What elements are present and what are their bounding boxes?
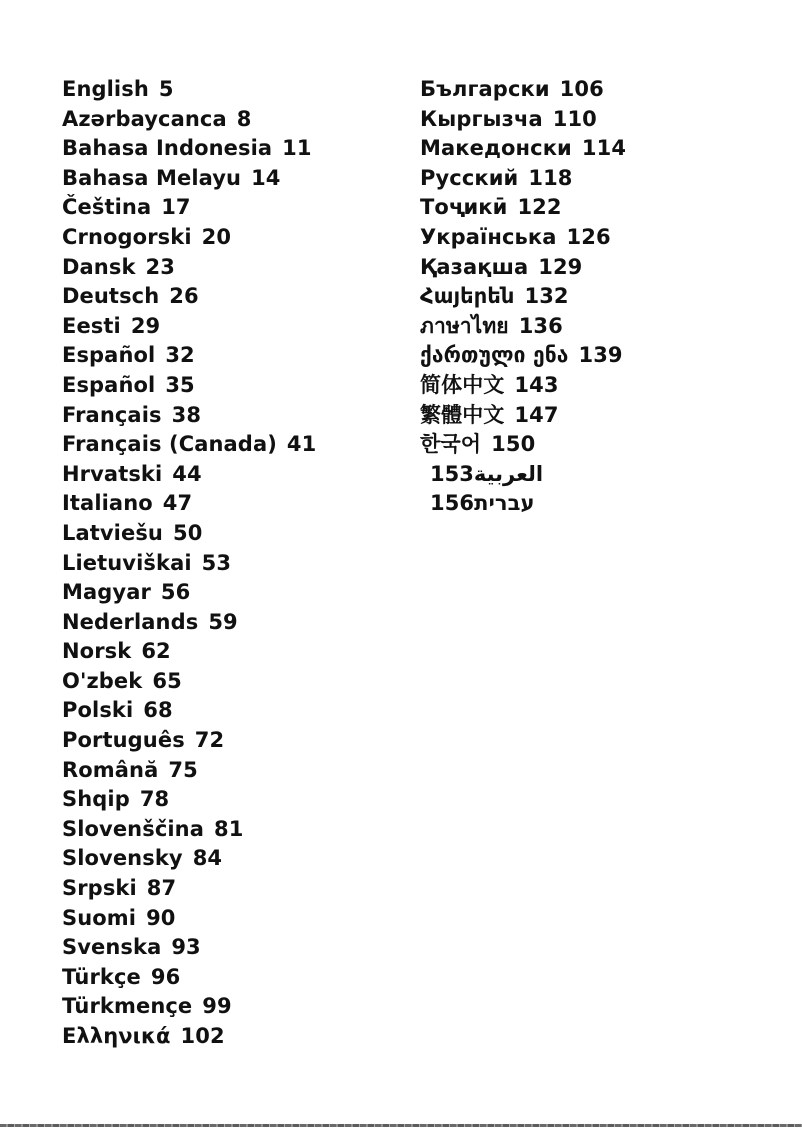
toc-entry xyxy=(62,874,316,904)
language-name: Français (Canada) xyxy=(62,432,277,457)
page-number: 32 xyxy=(165,343,195,368)
language-name: English xyxy=(62,77,149,101)
toc-entry xyxy=(62,1022,316,1052)
page-number: 78 xyxy=(139,787,170,812)
toc-entry xyxy=(62,963,316,993)
language-name: 한국어 xyxy=(420,432,482,457)
toc-entry xyxy=(62,489,316,519)
language-name: Português xyxy=(62,728,185,753)
toc-entry xyxy=(420,430,626,460)
page-number: 93 xyxy=(171,935,201,960)
page-number: 106 xyxy=(559,77,604,101)
page-number: 26 xyxy=(169,284,199,309)
language-name: Bahasa Indonesia xyxy=(62,136,273,161)
language-name: Dansk xyxy=(62,254,136,279)
page-number: 47 xyxy=(162,491,193,516)
page-number: 114 xyxy=(581,136,627,161)
toc-entry xyxy=(62,371,316,401)
language-name: Türkçe xyxy=(62,964,141,989)
page-number: 87 xyxy=(146,876,177,901)
language-name: Bahasa Melayu xyxy=(62,165,242,190)
page-number: 139 xyxy=(578,343,623,368)
page-number: 132 xyxy=(524,284,569,309)
page-number: 96 xyxy=(150,964,181,989)
page-number: 5 xyxy=(158,77,174,101)
toc-entry xyxy=(420,75,626,105)
page-number: 62 xyxy=(141,639,171,664)
toc-entry xyxy=(62,460,316,490)
language-name: Español xyxy=(62,372,156,397)
language-name: Ελληνικά xyxy=(62,1024,171,1048)
toc-entry xyxy=(62,608,316,638)
language-name: Қазақша xyxy=(420,254,529,279)
toc-entry xyxy=(420,193,626,223)
language-name: Українська xyxy=(420,224,557,249)
page-number: 56 xyxy=(160,580,191,605)
page-number: 14 xyxy=(251,165,281,190)
page-number: 102 xyxy=(180,1024,225,1048)
toc-entry xyxy=(420,223,626,253)
toc-entry xyxy=(62,549,316,579)
page-number: 129 xyxy=(538,254,583,279)
language-name: ภาษาไทย xyxy=(420,313,509,338)
language-name: Slovensky xyxy=(62,846,183,871)
page-number: 38 xyxy=(171,402,202,427)
toc-entry xyxy=(62,253,316,283)
language-name: Deutsch xyxy=(62,284,160,309)
language-name: Norsk xyxy=(62,639,132,664)
language-name: Čeština xyxy=(62,195,152,220)
toc-entry xyxy=(62,696,316,726)
toc-entry xyxy=(420,312,626,342)
language-name: Русский xyxy=(420,165,519,190)
toc-entry xyxy=(62,519,316,549)
language-name: Suomi xyxy=(62,905,137,930)
page-number: 8 xyxy=(236,106,252,131)
toc-entry xyxy=(62,578,316,608)
language-name: 简体中文 xyxy=(420,372,505,397)
page-number: 29 xyxy=(130,313,161,338)
language-name: Azərbaycanca xyxy=(62,106,227,131)
toc-entry xyxy=(62,193,316,223)
language-name: Crnogorski xyxy=(62,224,192,249)
toc-entry xyxy=(62,105,316,135)
language-name: Español xyxy=(62,343,156,368)
toc-entry xyxy=(420,164,626,194)
page-number: 99 xyxy=(202,994,232,1019)
language-name: Nederlands xyxy=(62,609,199,634)
language-name: Türkmençe xyxy=(62,994,193,1019)
toc-entry xyxy=(62,282,316,312)
toc-entry xyxy=(62,312,316,342)
language-name: Italiano xyxy=(62,491,153,516)
page-number: 110 xyxy=(552,106,597,131)
language-name: Български xyxy=(420,77,550,101)
language-name: Svenska xyxy=(62,935,162,960)
page-number: 23 xyxy=(145,254,175,279)
toc-entry xyxy=(62,223,316,253)
page-number: 118 xyxy=(528,165,573,190)
toc-entry xyxy=(62,134,316,164)
page-number: 35 xyxy=(165,372,195,397)
toc-entry xyxy=(62,785,316,815)
page-number: 126 xyxy=(566,224,611,249)
page-number: 147 xyxy=(514,402,559,427)
language-name: Hrvatski xyxy=(62,461,163,486)
toc-entry xyxy=(420,460,626,490)
toc-left-column xyxy=(62,75,316,1052)
page-number: 44 xyxy=(172,461,202,486)
page-bottom-edge xyxy=(0,1124,802,1127)
toc-entry xyxy=(420,134,626,164)
language-name: 繁體中文 xyxy=(420,402,505,427)
language-name: עברית xyxy=(474,491,535,516)
toc-entry xyxy=(62,430,316,460)
language-name: Eesti xyxy=(62,313,121,338)
toc-entry xyxy=(62,726,316,756)
page-number: 50 xyxy=(172,520,203,545)
toc-entry xyxy=(420,489,626,519)
language-name: Lietuviškai xyxy=(62,550,192,575)
page-number: 53 xyxy=(201,550,232,575)
language-name: Français xyxy=(62,402,162,427)
toc-entry xyxy=(62,667,316,697)
toc-entry xyxy=(62,815,316,845)
toc-entry xyxy=(420,371,626,401)
language-name: Română xyxy=(62,757,159,782)
page-number: 153 xyxy=(430,461,474,486)
toc-entry xyxy=(62,637,316,667)
page-number: 68 xyxy=(143,698,173,723)
toc-entry xyxy=(62,844,316,874)
page-number: 65 xyxy=(152,668,182,693)
language-name: العربية xyxy=(473,461,544,486)
page-number: 136 xyxy=(518,313,563,338)
language-name: Magyar xyxy=(62,580,151,605)
toc-entry xyxy=(420,253,626,283)
language-name: Кыргызча xyxy=(420,106,543,131)
page-number: 90 xyxy=(146,905,176,930)
language-name: O'zbek xyxy=(62,668,143,693)
page-number: 81 xyxy=(214,816,244,841)
page-number: 75 xyxy=(168,757,198,782)
toc-entry xyxy=(62,401,316,431)
language-name: Slovenščina xyxy=(62,816,204,841)
language-name: Latviešu xyxy=(62,520,163,545)
toc-entry xyxy=(62,904,316,934)
page-number: 84 xyxy=(192,846,223,871)
language-name: Polski xyxy=(62,698,134,723)
page-number: 41 xyxy=(286,432,317,457)
page-number: 122 xyxy=(517,195,562,220)
toc-entry xyxy=(62,756,316,786)
page-number: 143 xyxy=(514,372,559,397)
toc-entry xyxy=(62,75,316,105)
language-name: Srpski xyxy=(62,876,137,901)
page-number: 150 xyxy=(491,432,536,457)
toc-entry xyxy=(62,992,316,1022)
page-number: 17 xyxy=(161,195,191,220)
language-name: Shqip xyxy=(62,787,130,812)
page-number: 156 xyxy=(430,491,475,516)
page-number: 20 xyxy=(201,224,232,249)
toc-entry xyxy=(62,933,316,963)
language-name: Հայերեն xyxy=(420,284,515,309)
page-number: 72 xyxy=(194,728,225,753)
toc-entry xyxy=(62,164,316,194)
toc-entry xyxy=(420,282,626,312)
page-number: 59 xyxy=(208,609,238,634)
language-name: Тоҷикӣ xyxy=(420,195,508,220)
page-number: 11 xyxy=(282,136,312,161)
toc-entry xyxy=(62,341,316,371)
toc-entry xyxy=(420,105,626,135)
toc-entry xyxy=(420,341,626,371)
language-name: Македонски xyxy=(420,136,572,161)
toc-entry xyxy=(420,401,626,431)
toc-right-column xyxy=(420,75,626,519)
language-name: ქართული ენა xyxy=(420,343,569,368)
